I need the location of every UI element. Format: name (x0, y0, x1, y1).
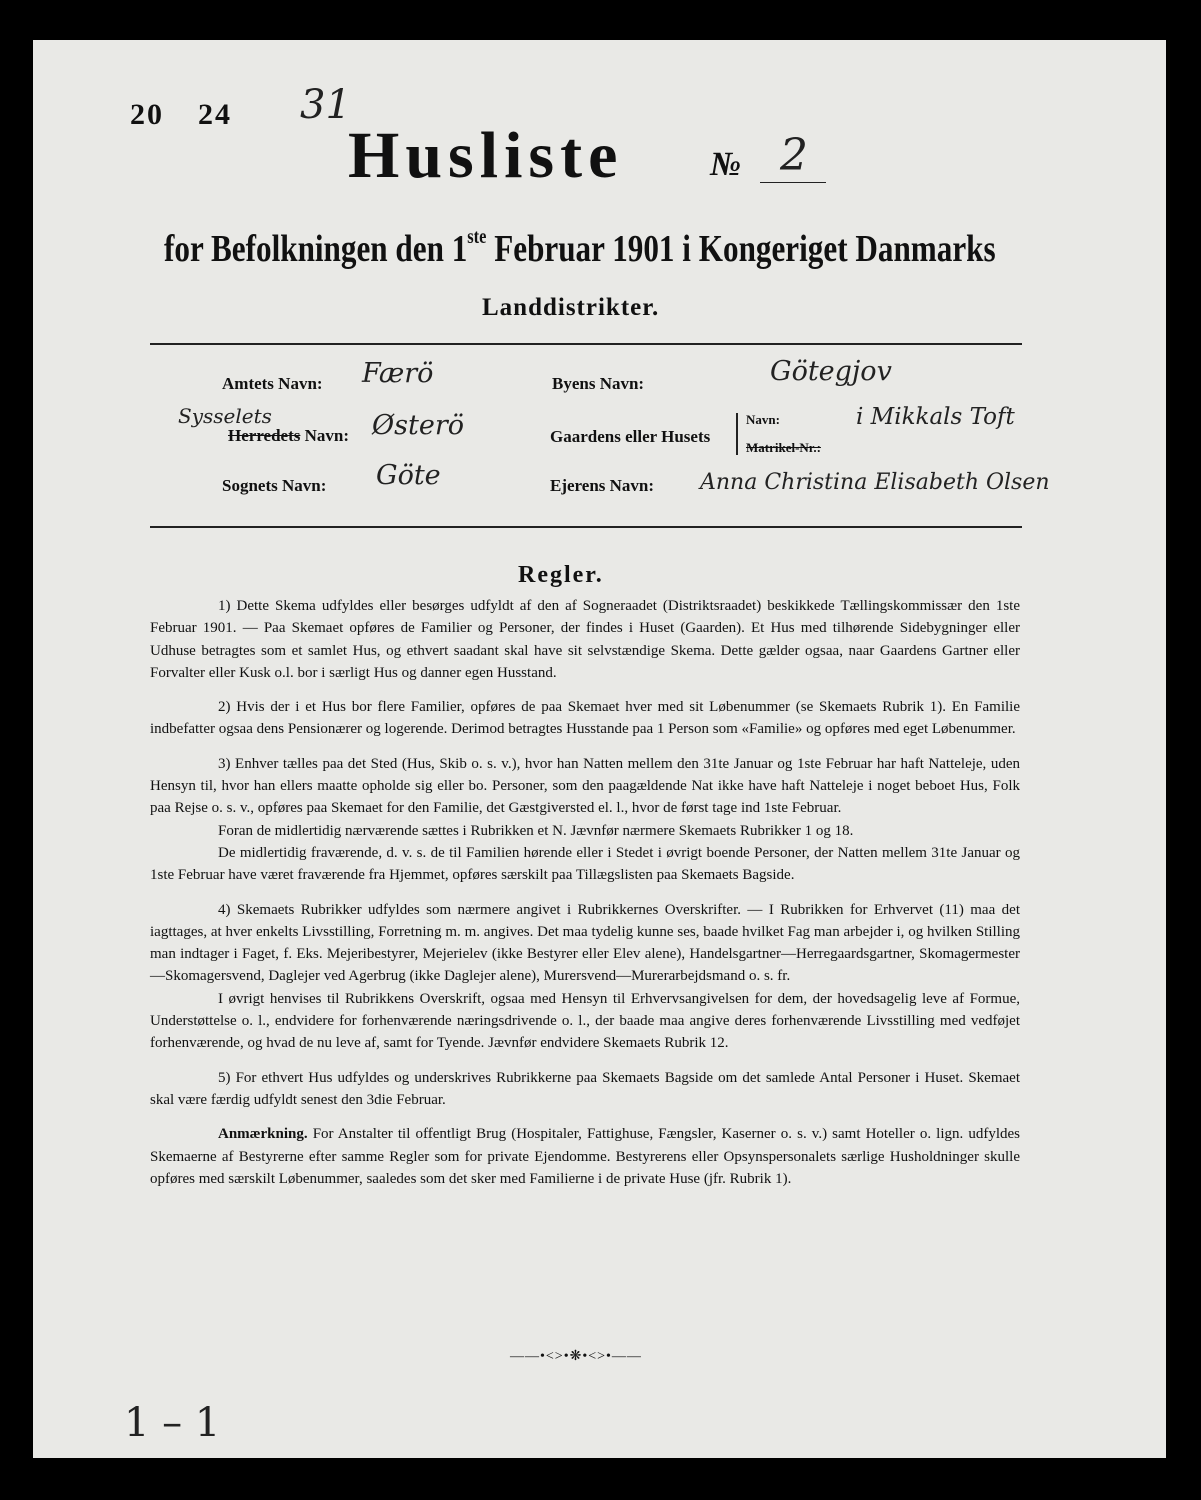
handwritten-page-number: 31 (300, 82, 351, 128)
top-divider (150, 343, 1022, 345)
rule-3: 3) Enhver tælles paa det Sted (Hus, Skib o. s. v.), hvor han Natten mellem den 31te Januar og 1ste Februar har haft Natteleje, uden Hensyn til, hvor han ellers maatte opholde sig eller bo. Personer, som den paagældende Nat ikke have haft Natteleje i noget beboet Hus, Folk paa Rejse o. s. v., opføres paa Skemaet for den Familie, det Gæstgiversted el. l., hvor de først tage ind 1ste Februar. (150, 755, 1020, 817)
sogn-value: Göte (376, 460, 441, 491)
handwritten-footer-mark: 1 – 1 (124, 1400, 221, 1446)
sogn-label: Sognets Navn: (222, 476, 327, 495)
herred-label (228, 426, 349, 446)
rule-3-fravaerende: De midlertidig fraværende, d. v. s. de til Familien hørende eller i Stedet i øvrigt boende Personer, der Natten mellem 31te Januar og 1ste Februar have været fraværende fra Hjemmet, opføres særskilt paa Tillægslisten paa Skemaets Bagside. (150, 844, 1020, 884)
herred-handwritten-correction: Sysselets (178, 404, 272, 428)
gaard-bracket (736, 413, 738, 455)
form-number-right: 24 (198, 98, 232, 131)
bottom-divider (150, 526, 1022, 528)
subtitle-text: for Befolkningen den 1 (164, 228, 468, 270)
subtitle-superscript: ste (467, 226, 487, 248)
navn-label: Navn: (746, 412, 780, 427)
rule-5: 5) For ethvert Hus udfyldes og underskrives Rubrikkerne paa Skemaets Bagside om det samlede Antal Personer i Huset. Skemaet skal være færdig udfyldt senest den 3die Februar. (150, 1069, 1020, 1108)
ejer-label: Ejerens Navn: (550, 476, 655, 495)
form-title: Husliste (348, 119, 624, 192)
amt-value: Færö (362, 358, 434, 389)
rule-1: 1) Dette Skema udfyldes eller besørges udfyldt af den af Sogneraadet (Distriktsraadet) beskikkede Tællingskommissær den 1ste Februar 1901. — Paa Skemaet opføres de Familier og Personer, der findes i Huset (Gaarden). Et Hus med tilhørende Sidebygninger eller Udhuse betragtes som et samlet Hus, og ethvert saadant skal have sit selvstændige Skema. Dette gælder ogsaa, naar Gaardens Gartner eller Forvalter eller Kusk o.l. bor i særligt Hus og danner egen Husstand. (150, 598, 1020, 681)
gaard-label: Gaardens eller Husets (550, 427, 711, 446)
note-label: Anmærkning. (218, 1126, 308, 1143)
form-number-left: 20 (130, 98, 164, 131)
rules-heading: Regler. (518, 562, 604, 588)
amt-label: Amtets Navn: (222, 374, 323, 393)
number-underline (760, 182, 826, 183)
herred-value: Østerö (372, 410, 464, 441)
house-number-value: 2 (780, 130, 808, 181)
number-sign: № (710, 146, 742, 183)
subtitle-text-end: Februar 1901 i Kongeriget Danmarks (486, 228, 996, 270)
rule-4-oevrigt: I øvrigt henvises til Rubrikkens Overskrift, ogsaa med Hensyn til Erhvervsangivelsen for dem, der hovedsagelig leve af Formue, Understøttelse o. l., endvidere for forhenværende næringsdrivende o. l., der baade maa angive deres forhenværende Livsstilling med vedføjet forhenværende, og hvad de nu leve af, samt for Tyende. Jævnfør endvidere Skemaets Rubrik 12. (150, 990, 1020, 1052)
herred-label-rest: Navn: (300, 426, 350, 445)
matrikel-label: Matrikel-Nr.: (746, 440, 821, 455)
form-subtitle (164, 226, 996, 271)
note-text: For Anstalter til offentligt Brug (Hospitaler, Fattighuse, Fængsler, Kaserner o. s. v.) samt Hoteller o. lign. udfyldes Skemaerne af Bestyrerne efter samme Regler som for private Ejendomme. Bestyrerens eller Opsynspersonalets særlige Husholdninger skulle opføres med særskilt Løbenummer, saaledes som det sker med Familierne i de private Huse (jfr. Rubrik 1). (150, 1126, 1020, 1187)
by-label: Byens Navn: (552, 374, 645, 393)
rules-text (150, 595, 1020, 1190)
herred-label-struck: Herredets (228, 426, 301, 445)
annotation-note (150, 1123, 1020, 1190)
rule-3-foran: Foran de midlertidig nærværende sættes i Rubrikken et N. Jævnfør nærmere Skemaets Rubrikker 1 og 18. (218, 822, 854, 839)
rule-4: 4) Skemaets Rubrikker udfyldes som nærmere angivet i Rubrikkernes Overskrifter. — I Rubrikken for Erhvervet (11) maa det iagttages, at hver enkelts Livsstilling, Forretning m. m. angives. Det maa tydelig kunne ses, baade hvilket Fag man arbejder i, og hvilken Stilling man indtager i Faget, f. Eks. Mejeribestyrer, Mejerielev (ikke Bestyrer eller Elev alene), Handelsgartner—Herregaardsgartner, Skomagermester—Skomagersvend, Daglejer ved Agerbrug (ikke Daglejer alene), Murersvend—Murerarbejdsmand o. s. fr. (150, 901, 1020, 985)
by-value: Götegjov (770, 356, 892, 387)
footer-ornament: ——•<>•❋•<>•—— (510, 1349, 642, 1364)
rule-2: 2) Hvis der i et Hus bor flere Familier, opføres de paa Skemaet hver med sit Løbenummer (se Skemaets Rubrik 1). En Familie indbefatter ogsaa dens Pensionærer og logerende. Derimod betragtes Husstande paa 1 Person som «Familie» og opføres med eget Løbenummer. (150, 699, 1020, 738)
navn-value: i Mikkals Toft (856, 404, 1015, 430)
ejer-value: Anna Christina Elisabeth Olsen (700, 470, 1050, 495)
form-subtitle-districts: Landdistrikter. (482, 294, 660, 321)
